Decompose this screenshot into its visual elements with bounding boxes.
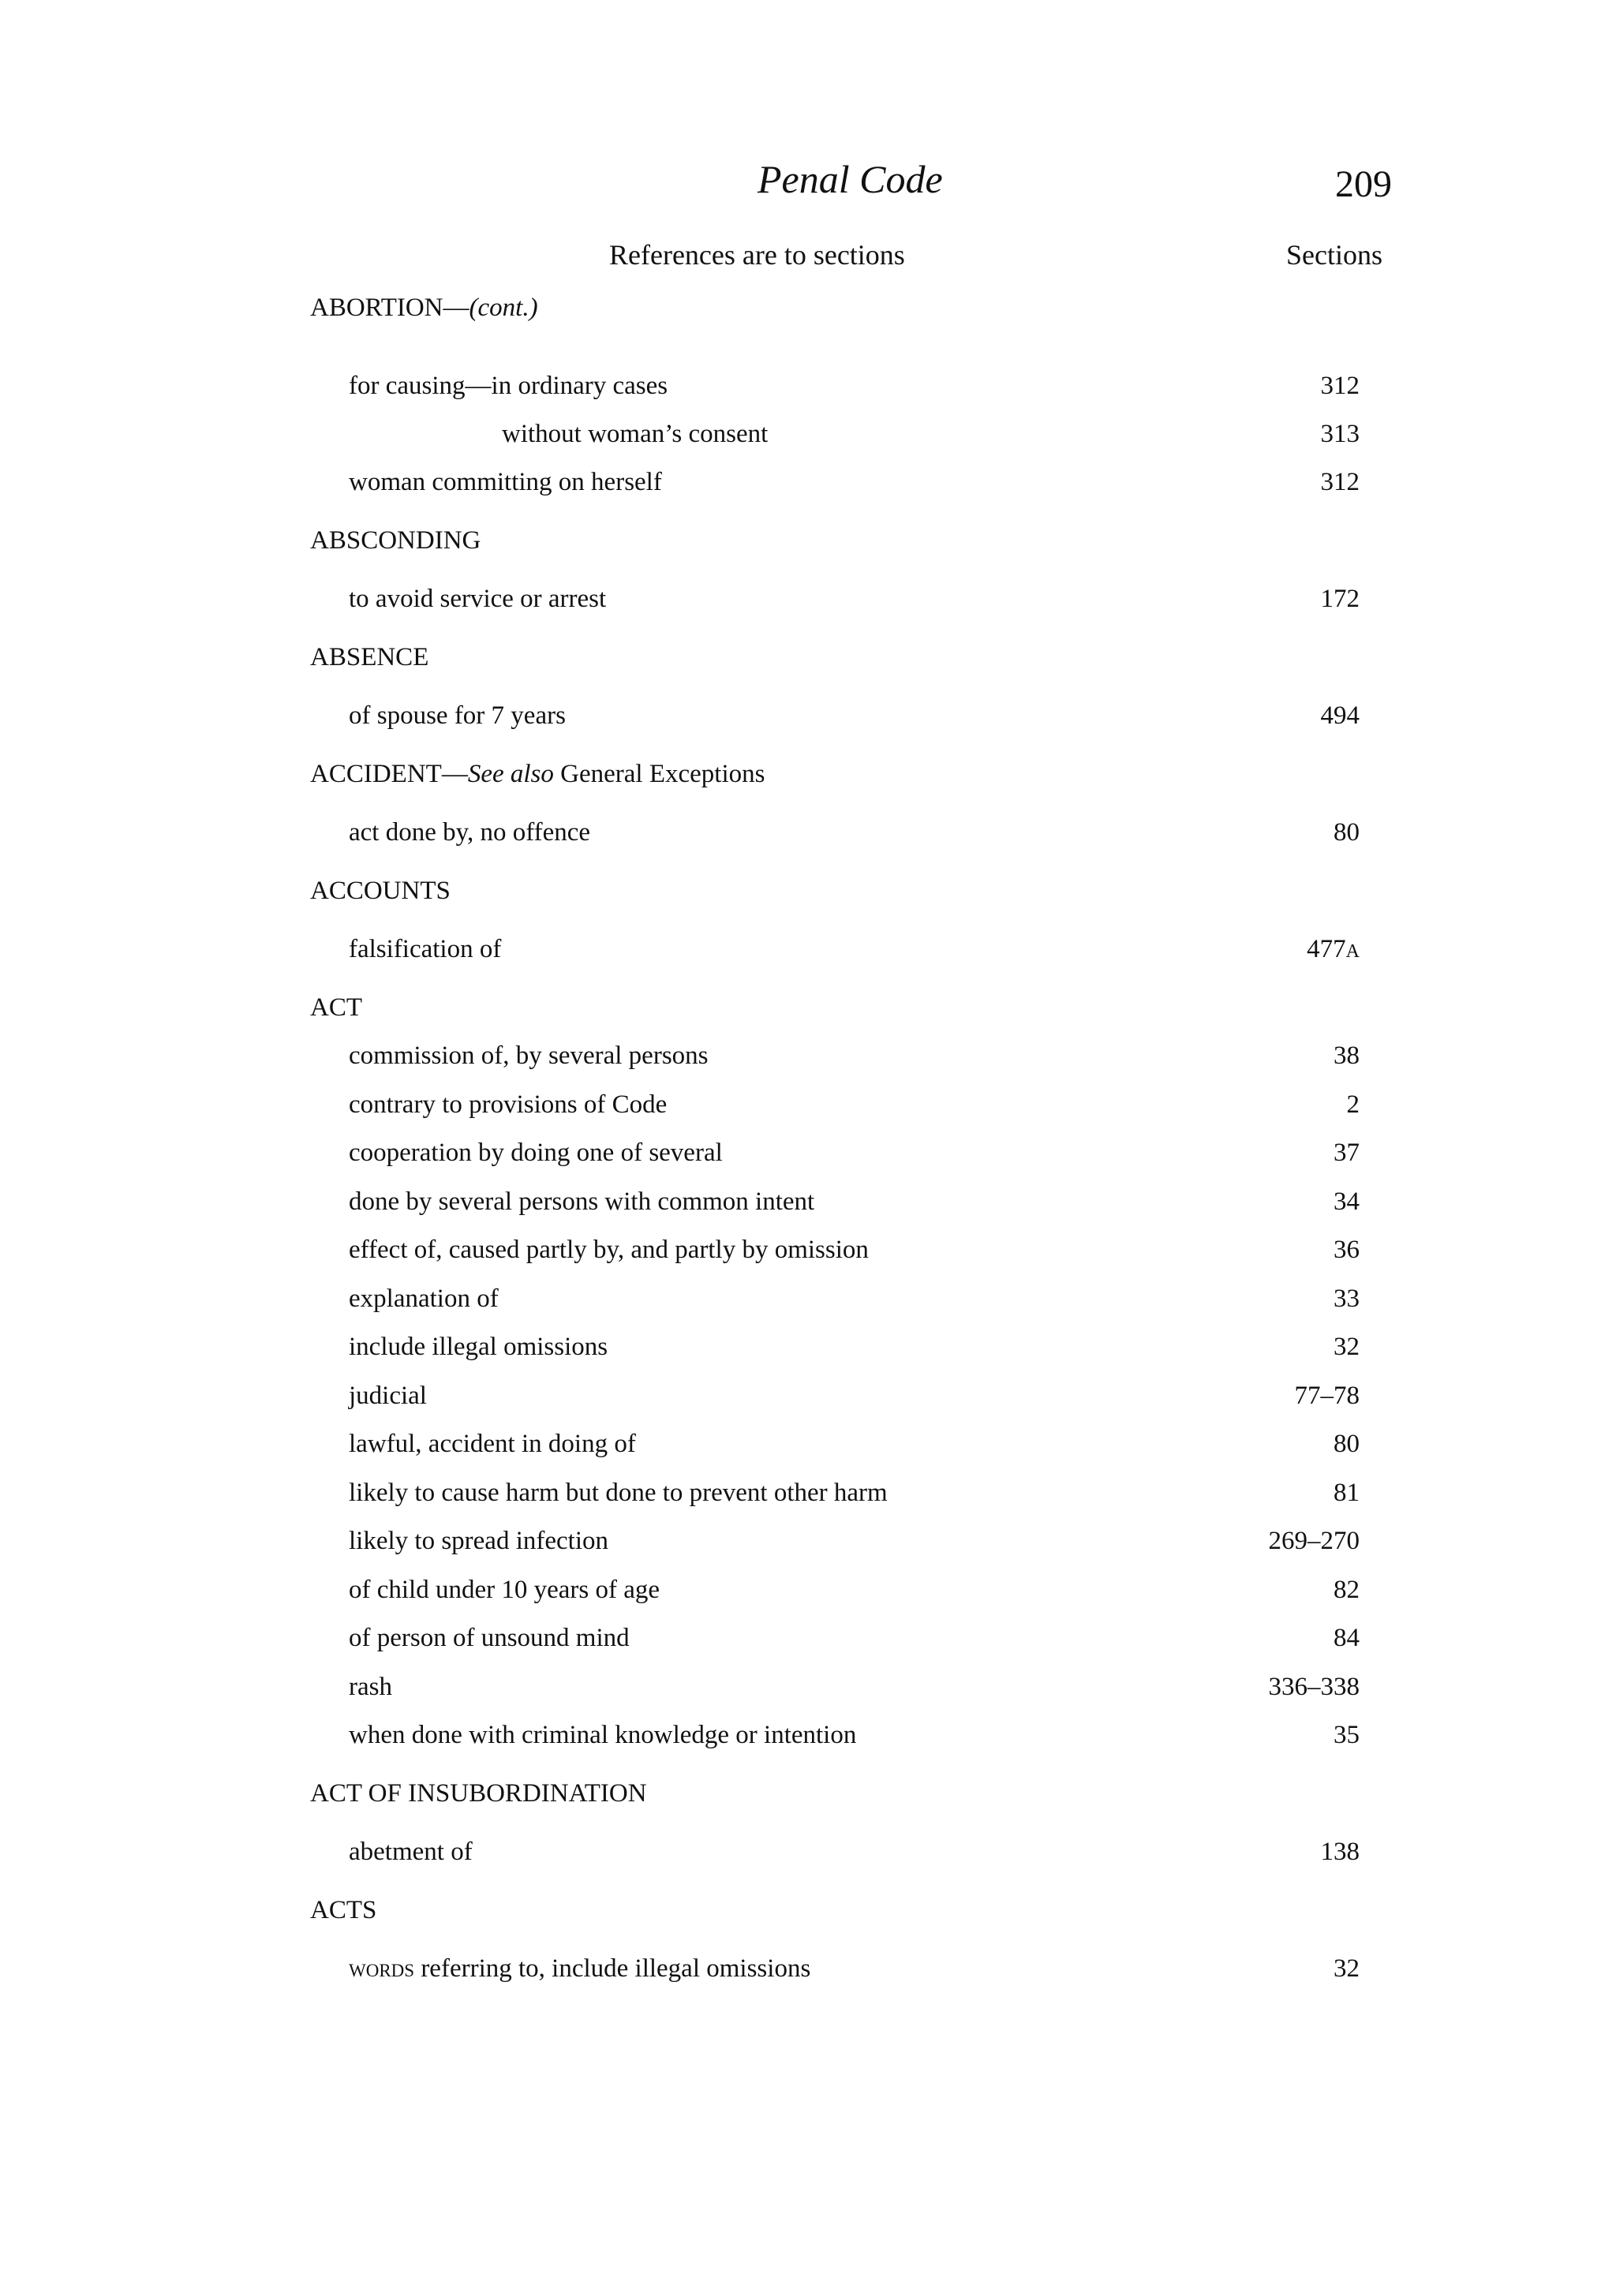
section-ref: 84 (1334, 1624, 1360, 1652)
section-ref: 32 (1334, 1954, 1360, 1983)
section-ref: 32 (1334, 1333, 1360, 1361)
section-ref (1307, 933, 1360, 967)
index-subentry: cooperation by doing one of several (349, 1139, 723, 1167)
index-subentry: likely to cause harm but done to prevent other harm (349, 1479, 888, 1507)
section-ref: 77–78 (1294, 1382, 1360, 1410)
index-subentry: abetment of (349, 1838, 473, 1866)
index-subentry: to avoid service or arrest (349, 585, 607, 613)
column-heading-sections: Sections (1286, 239, 1382, 271)
page-number: 209 (1335, 163, 1392, 205)
section-ref: 138 (1320, 1838, 1360, 1866)
index-subentry: commission of, by several persons (349, 1041, 709, 1070)
section-ref: 37 (1334, 1139, 1360, 1167)
section-ref: 172 (1320, 585, 1360, 613)
section-ref: 312 (1320, 372, 1360, 400)
section-ref: 82 (1334, 1576, 1360, 1604)
index-heading (310, 292, 538, 323)
heading-text: ABORTION— (310, 294, 469, 322)
heading-cont-note: (cont.) (469, 294, 538, 322)
section-ref: 35 (1334, 1721, 1360, 1749)
index-subentry: woman committing on herself (349, 468, 662, 496)
section-ref: 336–338 (1268, 1673, 1360, 1701)
index-subentry: include illegal omissions (349, 1333, 608, 1361)
index-subentry: of spouse for 7 years (349, 701, 566, 730)
running-title: Penal Code (758, 157, 943, 201)
index-heading: ACT OF INSUBORDINATION (310, 1779, 647, 1808)
index-heading: ACT (310, 993, 362, 1022)
column-heading-references: References are to sections (609, 239, 905, 271)
index-subentry: when done with criminal knowledge or intention (349, 1721, 857, 1749)
index-subentry (349, 1953, 810, 1984)
index-subentry: judicial (349, 1382, 427, 1410)
index-subentry: likely to spread infection (349, 1527, 608, 1555)
heading-text: ACCIDENT— (310, 760, 468, 788)
section-suffix: A (1345, 941, 1360, 962)
section-ref: 313 (1320, 420, 1360, 448)
index-subentry: of child under 10 years of age (349, 1576, 660, 1604)
index-subentry: of person of unsound mind (349, 1624, 630, 1652)
index-heading: ACCOUNTS (310, 877, 451, 905)
index-heading (310, 758, 765, 790)
section-ref: 80 (1334, 1430, 1360, 1458)
index-subentry: explanation of (349, 1284, 499, 1313)
index-subentry: effect of, caused partly by, and partly by omission (349, 1236, 869, 1264)
index-subentry: rash (349, 1673, 392, 1701)
small-caps-term: words (349, 1954, 415, 1983)
subentry-text: referring to, include illegal omissions (414, 1954, 811, 1983)
section-ref: 312 (1320, 468, 1360, 496)
section-ref: 269–270 (1268, 1527, 1360, 1555)
see-also-target: General Exceptions (553, 760, 765, 788)
see-also-label: See also (467, 760, 554, 788)
section-ref: 33 (1334, 1284, 1360, 1313)
section-ref: 38 (1334, 1041, 1360, 1070)
section-ref: 2 (1346, 1090, 1360, 1119)
index-subentry: without woman’s consent (502, 420, 769, 448)
index-subentry: act done by, no offence (349, 818, 591, 847)
section-ref: 81 (1334, 1479, 1360, 1507)
index-subentry: falsification of (349, 935, 502, 963)
index-heading: ABSENCE (310, 643, 429, 671)
index-subentry: done by several persons with common intent (349, 1187, 815, 1216)
section-ref: 494 (1320, 701, 1360, 730)
section-ref: 36 (1334, 1236, 1360, 1264)
section-ref: 34 (1334, 1187, 1360, 1216)
section-number: 477 (1307, 935, 1346, 963)
index-subentry: contrary to provisions of Code (349, 1090, 668, 1119)
section-ref: 80 (1334, 818, 1360, 847)
index-heading: ACTS (310, 1896, 377, 1924)
index-heading: ABSCONDING (310, 526, 481, 555)
index-subentry: lawful, accident in doing of (349, 1430, 636, 1458)
index-subentry: for causing—in ordinary cases (349, 372, 668, 400)
